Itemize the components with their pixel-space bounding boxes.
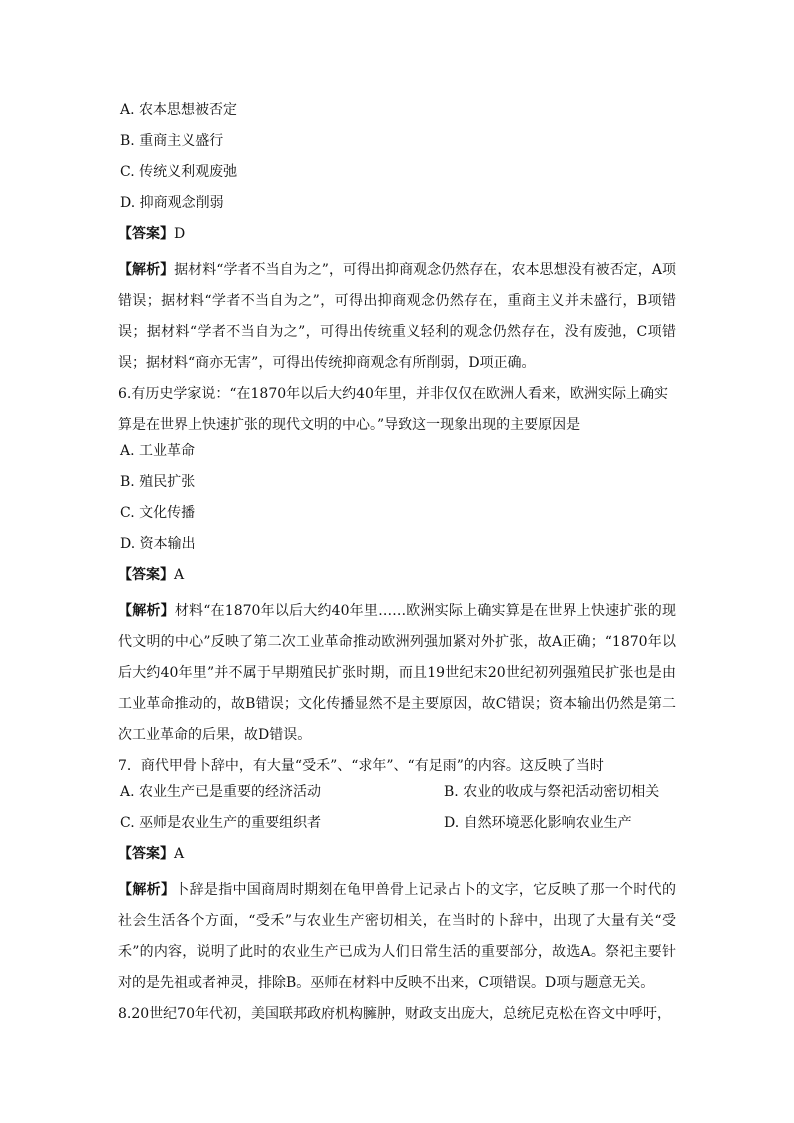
q7-answer (118, 844, 676, 875)
document-page (118, 100, 676, 1030)
q6-option-b: B. 殖民扩张 (120, 474, 196, 490)
analysis-label: 【解析】 (118, 603, 175, 619)
analysis-text: 据材料“学者不当自为之”，可得出抑商观念仍然存在，农本思想没有被否定，A项错误；据材料“学者不当自为之”，可得出抑商观念仍然存在，重商主义并未盛行，B项错误；据材料“学者不当自为之”，可得出传统重义轻利的观念仍然存在，没有废弛，C项错误；据材料“商亦无害”，可得出传统抑商观念有所削弱，D项正确。 (118, 262, 676, 371)
analysis-text: 材料“在1870年以后大约40年里……欧洲实际上确实算是在世界上快速扩张的现代文明的中心”反映了第二次工业革命推动欧洲列强加紧对外扩张，故A正确；“1870年以后大约40年里”并不属于早期殖民扩张时期，而且19世纪末20世纪初列强殖民扩张也是由工业革命推动的，故B错误；文化传播显然不是主要原因，故C错误；资本输出仍然是第二次工业革命的后果，故D错误。 (118, 603, 676, 743)
q6-analysis (118, 596, 676, 751)
q5-option-a: A. 农本思想被否定 (120, 102, 238, 118)
q5-option-c: C. 传统义利观废弛 (120, 164, 238, 180)
q6-option-c: C. 文化传播 (120, 505, 196, 521)
q7-option-a: A. 农业生产已是重要的经济活动 (120, 784, 322, 800)
answer-label: 【答案】 (118, 567, 174, 583)
q5-option-d: D. 抑商观念削弱 (120, 195, 224, 211)
q6-option-d: D. 资本输出 (120, 536, 196, 552)
answer-value: A (174, 846, 185, 862)
q7-options-row-1 (118, 782, 676, 813)
answer-label: 【答案】 (118, 846, 174, 862)
q7-stem: 7．商代甲骨卜辞中，有大量“受禾”、“求年”、“有足雨”的内容。这反映了当时 (118, 758, 604, 774)
analysis-text: 卜辞是指中国商周时期刻在龟甲兽骨上记录占卜的文字，它反映了那一个时代的社会生活各个方面，“受禾”与农业生产密切相关，在当时的卜辞中，出现了大量有关“受禾”的内容，说明了此时的农业生产已成为人们日常生活的重要部分，故选A。祭祀主要针对的是先祖或者神灵，排除B。巫师在材料中反映不出来，C项错误。D项与题意无关。 (118, 882, 677, 991)
analysis-label: 【解析】 (118, 262, 175, 278)
q7-analysis (118, 875, 676, 999)
analysis-label: 【解析】 (118, 882, 176, 898)
q6-option-a: A. 工业革命 (120, 443, 196, 459)
q6-stem: 6.有历史学家说：“在1870年以后大约40年里，并非仅仅在欧洲人看来，欧洲实际上确实算是在世界上快速扩张的现代文明的中心。”导致这一现象出现的主要原因是 (118, 386, 668, 433)
q5-option-b: B. 重商主义盛行 (120, 133, 224, 149)
q7-option-c: C. 巫师是农业生产的重要组织者 (120, 815, 322, 831)
answer-value: A (174, 567, 185, 583)
q5-analysis (118, 255, 676, 379)
q7-options-row-2 (118, 813, 676, 844)
q7-option-b: B. 农业的收成与祭祀活动密切相关 (444, 784, 660, 800)
q6-answer (118, 565, 676, 596)
q8-stem: 8.20世纪70年代初，美国联邦政府机构臃肿，财政支出庞大，总统尼克松在咨文中呼吁， (118, 1006, 671, 1022)
q5-answer (118, 224, 676, 255)
answer-label: 【答案】 (118, 226, 174, 242)
q7-option-d: D. 自然环境恶化影响农业生产 (444, 815, 632, 831)
answer-value: D (174, 226, 186, 242)
